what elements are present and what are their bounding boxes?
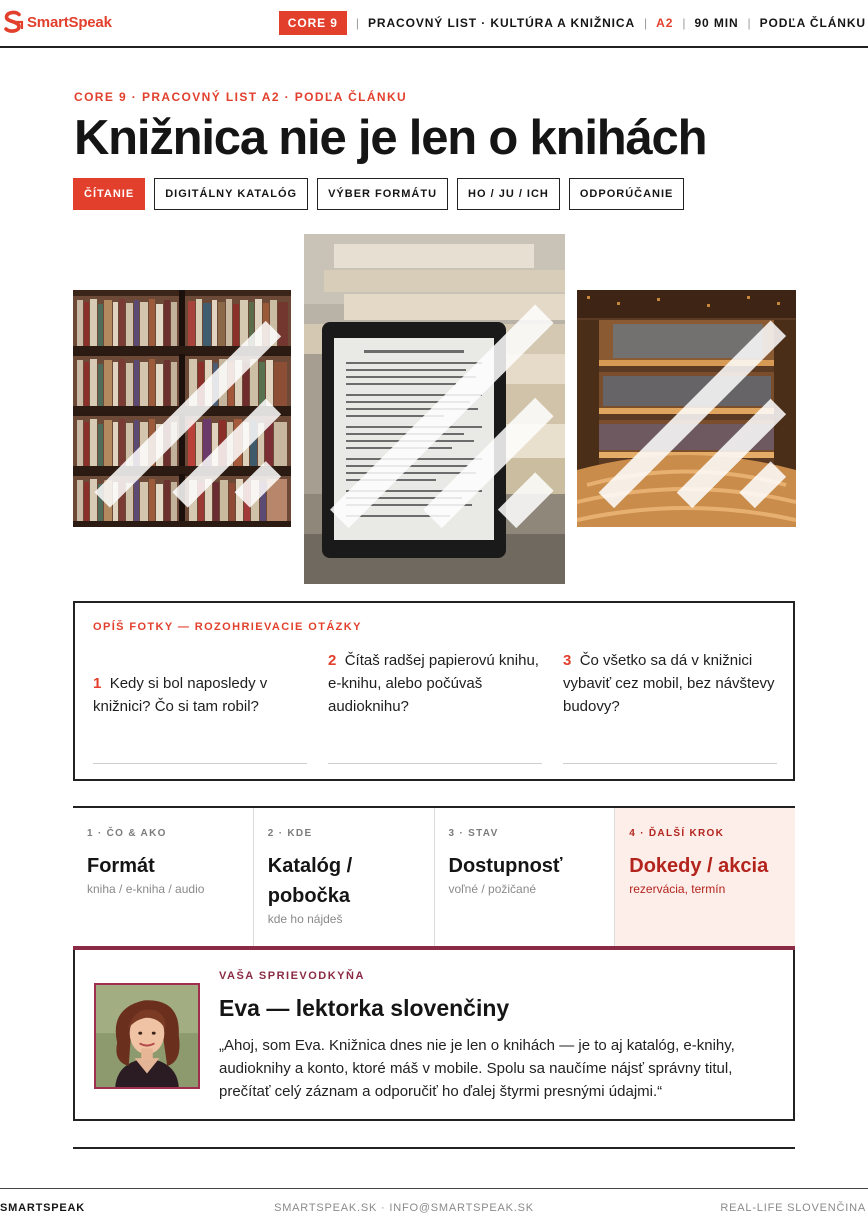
- source-label: PODĽA ČLÁNKU: [759, 16, 866, 30]
- footer-contact[interactable]: SMARTSPEAK.SK · INFO@SMARTSPEAK.SK: [274, 1202, 534, 1214]
- guide-intro: „Ahoj, som Eva. Knižnica dnes nie je len o knihách — je to aj katalóg, e-knihy, audioknihy a konto, ktoré máš v mobile. Spolu sa naučíme nájsť správny titul, prečítať celý záznam a odporučiť ho ďalej štyrmi presnými údajmi.“: [219, 1037, 735, 1100]
- resize-icon[interactable]: [73, 290, 289, 525]
- resize-icon[interactable]: [577, 290, 794, 525]
- step-title: Katalóg / pobočka: [267, 855, 353, 907]
- step-number: 3 · STAV: [448, 828, 499, 839]
- section-divider: [73, 1147, 795, 1149]
- tag-ho-ju-ich[interactable]: HO / JU / ICH: [457, 178, 560, 210]
- question-text: Kedy si bol naposledy v knižnici? Čo si tam robil?: [93, 675, 268, 715]
- tag-vyber-formatu[interactable]: VÝBER FORMÁTU: [317, 178, 448, 210]
- step-catalog: [254, 808, 435, 946]
- step-subtitle: voľné / požičané: [448, 882, 537, 896]
- photo-bookshelves: [73, 290, 291, 527]
- top-bar: [0, 0, 868, 48]
- step-number: 2 · KDE: [267, 828, 313, 839]
- brand-name: SmartSpeak: [27, 13, 112, 31]
- step-format: [73, 808, 254, 946]
- warmup-label: OPÍŠ FOTKY — ROZOHRIEVACIE OTÁZKY: [93, 621, 362, 633]
- footer-divider: [0, 1188, 868, 1189]
- top-nav: [279, 11, 866, 35]
- answer-line-3[interactable]: [563, 763, 777, 764]
- question-number: 2: [328, 652, 337, 669]
- duration-label: 90 MIN: [694, 16, 739, 30]
- footer: [0, 1202, 868, 1218]
- worksheet-label: PRACOVNÝ LIST · KULTÚRA A KNIŽNICA: [368, 16, 636, 30]
- page-title: Knižnica nie je len o knihách: [74, 111, 707, 165]
- resize-icon[interactable]: [304, 234, 563, 582]
- tag-citanie[interactable]: ČÍTANIE: [73, 178, 145, 210]
- avatar: [94, 983, 200, 1089]
- warmup-questions: [73, 601, 795, 781]
- guide-label: VAŠA SPRIEVODKYŇA: [219, 970, 365, 982]
- record-steps: [73, 808, 795, 946]
- question-number: 1: [93, 675, 102, 692]
- smartspeak-logo-icon: [2, 10, 24, 34]
- step-subtitle: kniha / e-kniha / audio: [87, 882, 205, 896]
- step-title: Formát: [87, 855, 155, 877]
- step-number: 1 · ČO & AKO: [87, 828, 167, 839]
- step-number: 4 · ĎALŠÍ KROK: [629, 828, 725, 839]
- logo[interactable]: [2, 10, 112, 34]
- answer-line-2[interactable]: [328, 763, 542, 764]
- question-number: 3: [563, 652, 572, 669]
- question-text: Čítaš radšej papierovú knihu, e-knihu, alebo počúvaš audioknihu?: [328, 652, 539, 715]
- guide-name: Eva — lektorka slovenčiny: [219, 995, 510, 1021]
- question-2: [328, 649, 542, 718]
- nav-separator: |: [682, 16, 686, 30]
- question-1: [93, 672, 307, 718]
- nav-separator: |: [747, 16, 751, 30]
- step-subtitle: rezervácia, termín: [629, 882, 726, 896]
- nav-separator: |: [355, 16, 359, 30]
- step-availability: [435, 808, 616, 946]
- core-badge: CORE 9: [279, 11, 347, 35]
- photo-library-interior: [577, 290, 796, 527]
- level-label: A2: [656, 16, 674, 30]
- step-title: Dostupnosť: [448, 855, 563, 877]
- tag-odporucanie[interactable]: ODPORÚČANIE: [569, 178, 685, 210]
- tag-digitalny-katalog[interactable]: DIGITÁLNY KATALÓG: [154, 178, 308, 210]
- footer-brand: SMARTSPEAK: [0, 1202, 86, 1214]
- guide-card: [73, 950, 795, 1121]
- step-next-action: [615, 808, 795, 946]
- question-text: Čo všetko sa dá v knižnici vybaviť cez mobil, bez návštevy budovy?: [563, 652, 775, 715]
- skill-tags: [73, 178, 684, 210]
- answer-line-1[interactable]: [93, 763, 307, 764]
- photo-ereader: [304, 234, 565, 584]
- nav-separator: |: [644, 16, 648, 30]
- page-kicker: CORE 9 · PRACOVNÝ LIST A2 · PODĽA ČLÁNKU: [74, 90, 408, 104]
- step-subtitle: kde ho nájdeš: [267, 912, 343, 926]
- step-title: Dokedy / akcia: [629, 855, 769, 877]
- question-3: [563, 649, 777, 718]
- footer-tagline: REAL-LIFE SLOVENČINA: [720, 1202, 866, 1214]
